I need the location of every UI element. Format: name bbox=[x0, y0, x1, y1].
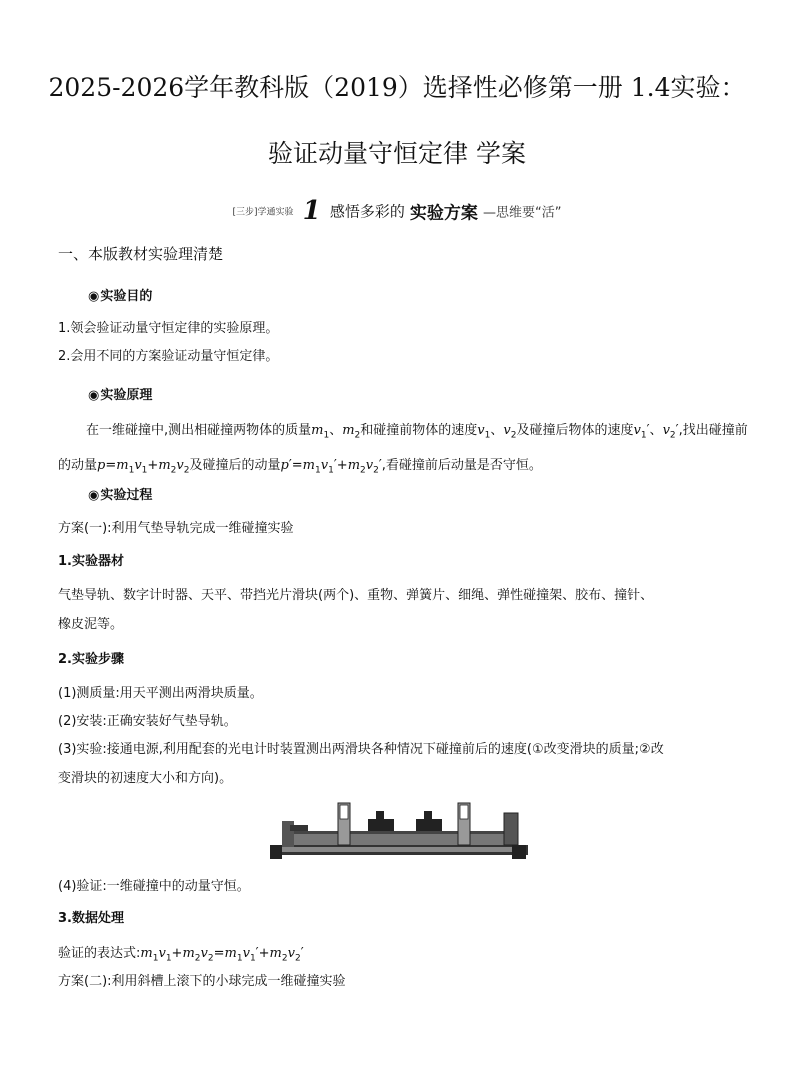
steps-heading: 2.实验步骤 bbox=[58, 652, 124, 667]
banner-text2: 实验方案 bbox=[409, 203, 478, 224]
step-2: (2)安装:正确安装好气垫导轨。 bbox=[58, 714, 237, 729]
purpose-item-1: 1.领会验证动量守恒定律的实验原理。 bbox=[58, 321, 279, 336]
bullet-icon: ◉ bbox=[88, 289, 100, 304]
purpose-item-2: 2.会用不同的方案验证动量守恒定律。 bbox=[58, 349, 279, 364]
plan2-text: 方案(二):利用斜槽上滚下的小球完成一维碰撞实验 bbox=[58, 974, 346, 989]
data-formula: 验证的表达式$:m_1v_1+m_2v_2=m_1v_1'+m_2v_2'$ bbox=[58, 946, 304, 964]
principle-paragraph: 在一维碰撞中,测出相碰撞两物体的质量$m_1$、$m_2$和碰撞前物体的速度$v_1$、$v_2$及碰撞后物体的速度$v_1'$、$v_2'$,找出碰撞前的动量$p=m_1v_1+m_2v_2$及碰撞后的动量$p'=m_1v_1'+m_2v_2'$,看碰撞前后动量是否守恒。 bbox=[58, 423, 748, 476]
plan1-text: 方案(一):利用气垫导轨完成一维碰撞实验 bbox=[58, 521, 294, 536]
air-track-diagram bbox=[268, 801, 530, 863]
bullet-icon: ◉ bbox=[88, 388, 100, 403]
equipment-line2: 橡皮泥等。 bbox=[58, 617, 124, 632]
data-heading: 3.数据处理 bbox=[58, 911, 124, 926]
banner-prefix: [三步]学通实验 bbox=[232, 207, 294, 218]
step-1: (1)测质量:用天平测出两滑块质量。 bbox=[58, 686, 263, 701]
equipment-heading: 1.实验器材 bbox=[58, 554, 124, 569]
banner-text1: 感悟多彩的 bbox=[329, 202, 405, 221]
equipment-line1: 气垫导轨、数字计时器、天平、带挡光片滑块(两个)、重物、弹簧片、细绳、弹性碰撞架、胶布、撞针、 bbox=[58, 588, 654, 603]
step-3-line1: (3)实验:接通电源,利用配套的光电计时装置测出两滑块各种情况下碰撞前后的速度(①改变滑块的质量;②改 bbox=[58, 742, 664, 757]
process-heading: ◉实验过程 bbox=[88, 488, 153, 503]
document-title-line1: 2025-2026学年教科版（2019）选择性必修第一册 1.4实验： bbox=[48, 73, 746, 102]
section-banner bbox=[0, 196, 794, 226]
document-title-line2: 验证动量守恒定律 学案 bbox=[268, 139, 526, 168]
banner-number: 1 bbox=[302, 196, 321, 226]
principle-heading: ◉实验原理 bbox=[88, 388, 153, 403]
step-3-line2: 变滑块的初速度大小和方向)。 bbox=[58, 771, 233, 786]
purpose-heading: ◉实验目的 bbox=[88, 289, 153, 304]
bullet-icon: ◉ bbox=[88, 488, 100, 503]
section-heading: 一、本版教材实验理清楚 bbox=[58, 245, 224, 263]
banner-text3: —思维要“活” bbox=[483, 205, 562, 221]
step-4: (4)验证:一维碰撞中的动量守恒。 bbox=[58, 879, 250, 894]
